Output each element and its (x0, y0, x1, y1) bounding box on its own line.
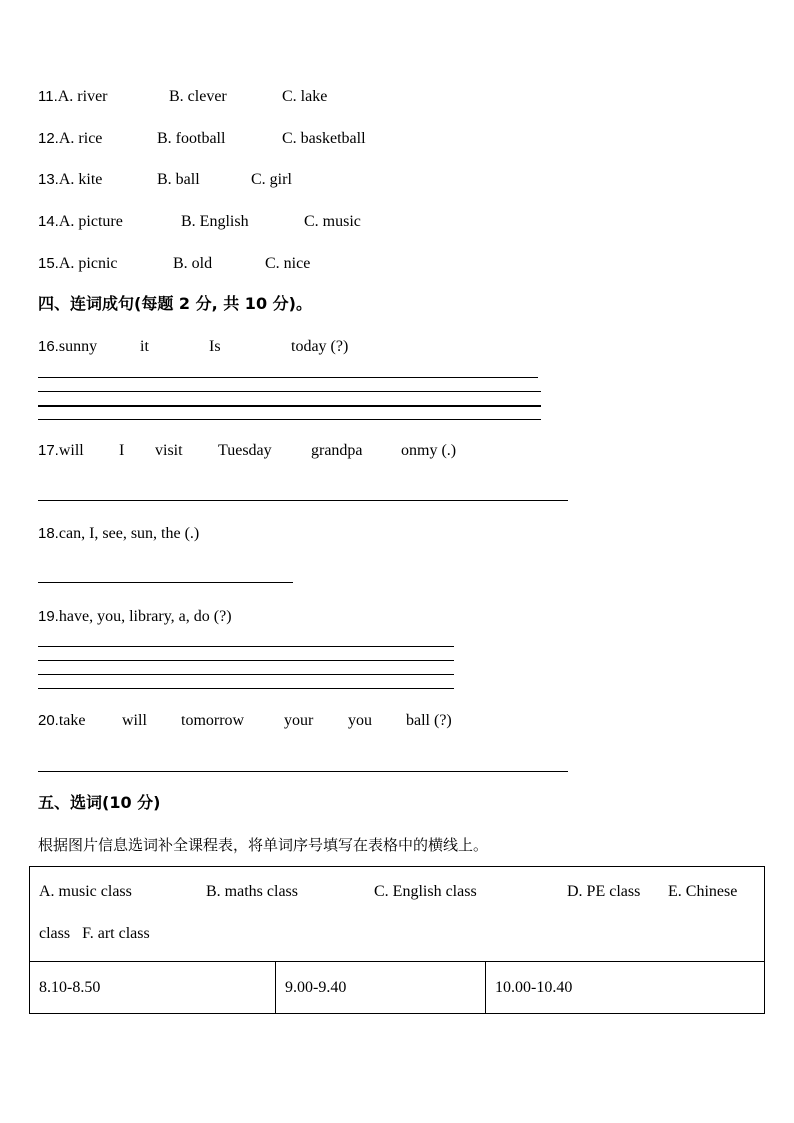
answer-line[interactable] (38, 646, 454, 647)
option-c: C. basketball (282, 130, 366, 147)
answer-line[interactable] (38, 377, 538, 378)
word: will (122, 712, 147, 729)
answer-line[interactable] (38, 500, 568, 501)
word: tomorrow (181, 712, 245, 729)
option-c: C. nice (265, 255, 311, 272)
question-number: 18. (38, 525, 59, 542)
word-option: B. maths class (206, 883, 298, 900)
question-18 (38, 524, 199, 544)
word: Tuesday (218, 442, 272, 459)
question-number: 16. (38, 338, 59, 355)
word: can, I, see, sun, the (.) (58, 525, 200, 542)
answer-line[interactable] (38, 391, 541, 392)
answer-line[interactable] (38, 582, 293, 583)
option-a: A. picture (58, 213, 123, 230)
option-c: C. girl (251, 171, 292, 188)
time-slot-cell (486, 962, 765, 1014)
option-a: A. picnic (58, 255, 118, 272)
word: I (119, 442, 125, 459)
answer-line[interactable] (38, 688, 454, 689)
time-slot-cell (30, 962, 276, 1014)
word: visit (155, 442, 183, 459)
word-option: C. English class (374, 883, 477, 900)
question-number: 19. (38, 608, 59, 625)
question-20 (38, 711, 452, 731)
word: onmy (.) (401, 442, 457, 459)
word: grandpa (311, 442, 363, 459)
word: your (284, 712, 314, 729)
word: take (58, 712, 86, 729)
question-15 (38, 254, 311, 274)
question-number: 13. (38, 171, 59, 188)
word-bank-line-2: class F. art class (39, 925, 150, 942)
section-4-heading: 四、连词成句(每题 2 分, 共 10 分)。 (38, 294, 312, 313)
time-slot-cell (276, 962, 486, 1014)
question-number: 12. (38, 130, 59, 147)
option-a: A. kite (58, 171, 103, 188)
answer-line[interactable] (38, 674, 454, 675)
question-11 (38, 87, 328, 107)
question-number: 17. (38, 442, 59, 459)
word: Is (209, 338, 221, 355)
option-c: C. lake (282, 88, 328, 105)
option-b: B. football (157, 130, 226, 147)
option-b: B. ball (157, 171, 200, 188)
answer-line[interactable] (38, 419, 541, 420)
question-number: 14. (38, 213, 59, 230)
word: today (?) (291, 338, 349, 355)
word: will (58, 442, 84, 459)
option-b: B. clever (169, 88, 227, 105)
answer-line[interactable] (38, 660, 454, 661)
question-number: 15. (38, 255, 59, 272)
time-slot: 8.10-8.50 (39, 978, 101, 996)
question-12 (38, 129, 366, 149)
time-slot: 9.00-9.40 (285, 978, 347, 996)
question-14 (38, 212, 361, 232)
word: you (348, 712, 372, 729)
word: it (140, 338, 149, 355)
question-number: 11. (38, 88, 58, 105)
question-number: 20. (38, 712, 59, 729)
timetable (29, 866, 765, 1014)
time-slot: 10.00-10.40 (495, 978, 573, 996)
question-17 (38, 441, 457, 461)
word: have, you, library, a, do (?) (58, 608, 232, 625)
word-option: D. PE class (567, 883, 641, 900)
option-a: A. river (57, 88, 108, 105)
question-19 (38, 607, 232, 627)
option-a: A. rice (58, 130, 103, 147)
word: sunny (58, 338, 98, 355)
word: ball (?) (406, 712, 452, 729)
question-16 (38, 337, 349, 357)
word-option: E. Chinese (668, 883, 738, 900)
section-5-heading: 五、选词(10 分) (38, 793, 161, 812)
question-13 (38, 170, 292, 190)
option-b: B. old (173, 255, 213, 272)
word-bank-cell (30, 867, 765, 962)
option-b: B. English (181, 213, 249, 230)
word-option: A. music class (39, 883, 132, 900)
section-5-instruction: 根据图片信息选词补全课程表，将单词序号填写在表格中的横线上。 (38, 836, 489, 854)
answer-line[interactable] (38, 405, 541, 407)
answer-line[interactable] (38, 771, 568, 772)
option-c: C. music (304, 213, 361, 230)
